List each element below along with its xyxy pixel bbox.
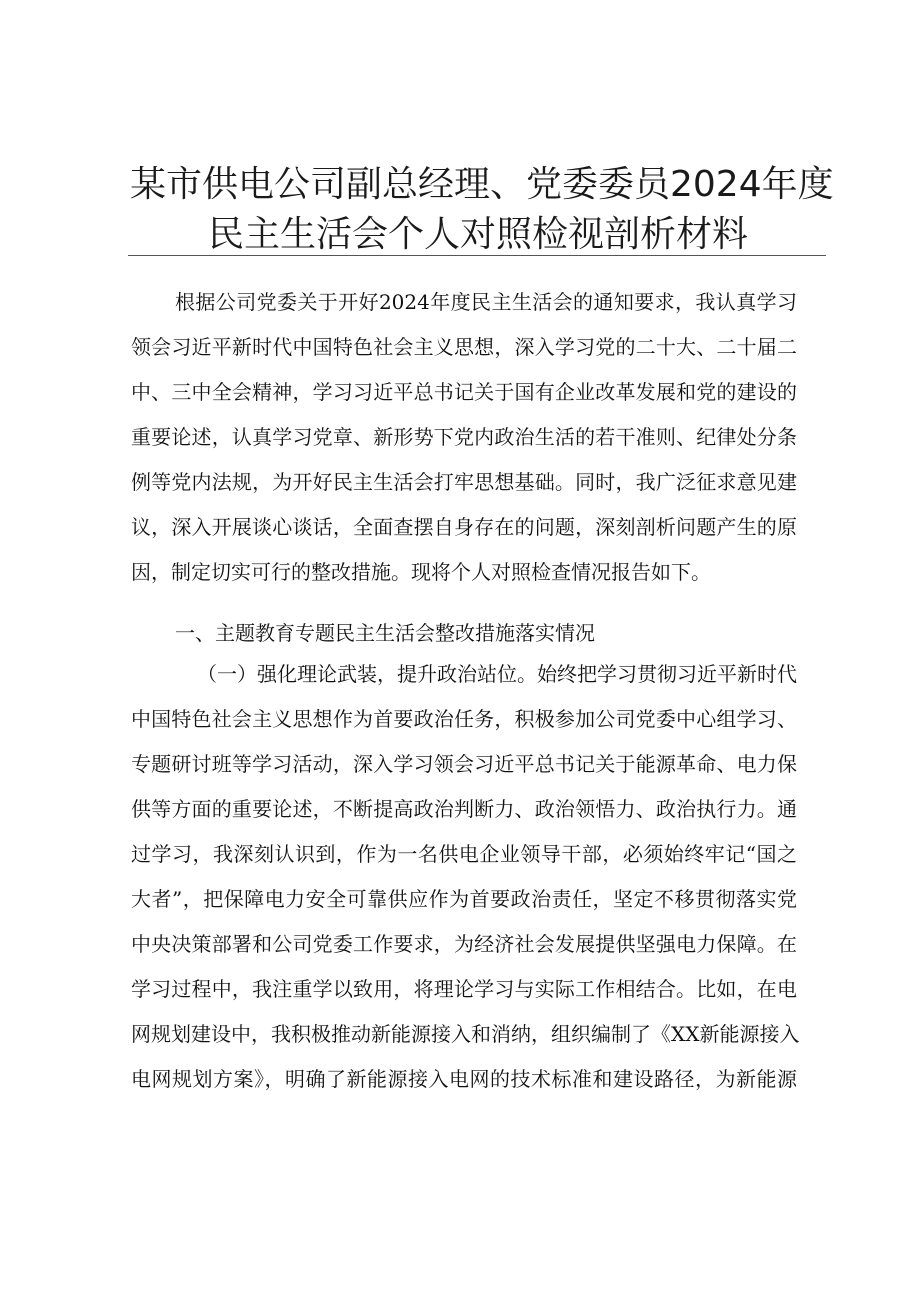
paragraph-line: （一）强化理论武装，提升政治站位。始终把学习贯彻习近平新时代	[197, 662, 797, 686]
paragraph-line: 重要论述，认真学习党章、新形势下党内政治生活的若干准则、纪律处分条	[131, 425, 797, 449]
paragraph-line: 领会习近平新时代中国特色社会主义思想，深入学习党的二十大、二十届二	[131, 335, 797, 359]
paragraph-line: 供等方面的重要论述，不断提高政治判断力、政治领悟力、政治执行力。通	[131, 797, 797, 821]
section-heading	[131, 611, 797, 656]
paragraph-line: 过学习，我深刻认识到，作为一名供电企业领导干部，必须始终牢记“国之	[131, 842, 797, 866]
paragraph-line: 大者”，把保障电力安全可靠供应作为首要政治责任，坚定不移贯彻落实党	[131, 887, 797, 911]
paragraph-line: 议，深入开展谈心谈话，全面查摆自身存在的问题，深刻剖析问题产生的原	[131, 515, 797, 539]
title-underline	[128, 255, 826, 256]
subsection-paragraph	[131, 652, 800, 1102]
paragraph-line: 因，制定切实可行的整改措施。现将个人对照检查情况报告如下。	[131, 560, 711, 584]
document-title	[130, 160, 834, 260]
paragraph-line: 专题研讨班等学习活动，深入学习领会习近平总书记关于能源革命、电力保	[131, 752, 797, 776]
paragraph-line: 网规划建设中，我积极推动新能源接入和消纳，组织编制了《XX新能源接入	[131, 1022, 800, 1046]
paragraph-line: 中央决策部署和公司党委工作要求，为经济社会发展提供坚强电力保障。在	[131, 932, 797, 956]
paragraph-line: 中、三中全会精神，学习习近平总书记关于国有企业改革发展和党的建设的	[131, 380, 797, 404]
paragraph-line: 电网规划方案》，明确了新能源接入电网的技术标准和建设路径，为新能源	[131, 1067, 797, 1091]
paragraph-line: 根据公司党委关于开好2024年度民主生活会的通知要求，我认真学习	[175, 290, 797, 314]
title-line-2: 民主生活会个人对照检视剖析材料	[207, 214, 748, 255]
paragraph-line: 学习过程中，我注重学以致用，将理论学习与实际工作相结合。比如，在电	[131, 977, 797, 1001]
title-line-1: 某市供电公司副总经理、党委委员2024年度	[130, 164, 834, 205]
intro-paragraph	[131, 280, 797, 595]
paragraph-line: 中国特色社会主义思想作为首要政治任务，积极参加公司党委中心组学习、	[131, 707, 797, 731]
section-heading-text: 一、主题教育专题民主生活会整改措施落实情况	[175, 621, 595, 645]
paragraph-line: 例等党内法规，为开好民主生活会打牢思想基础。同时，我广泛征求意见建	[131, 470, 797, 494]
